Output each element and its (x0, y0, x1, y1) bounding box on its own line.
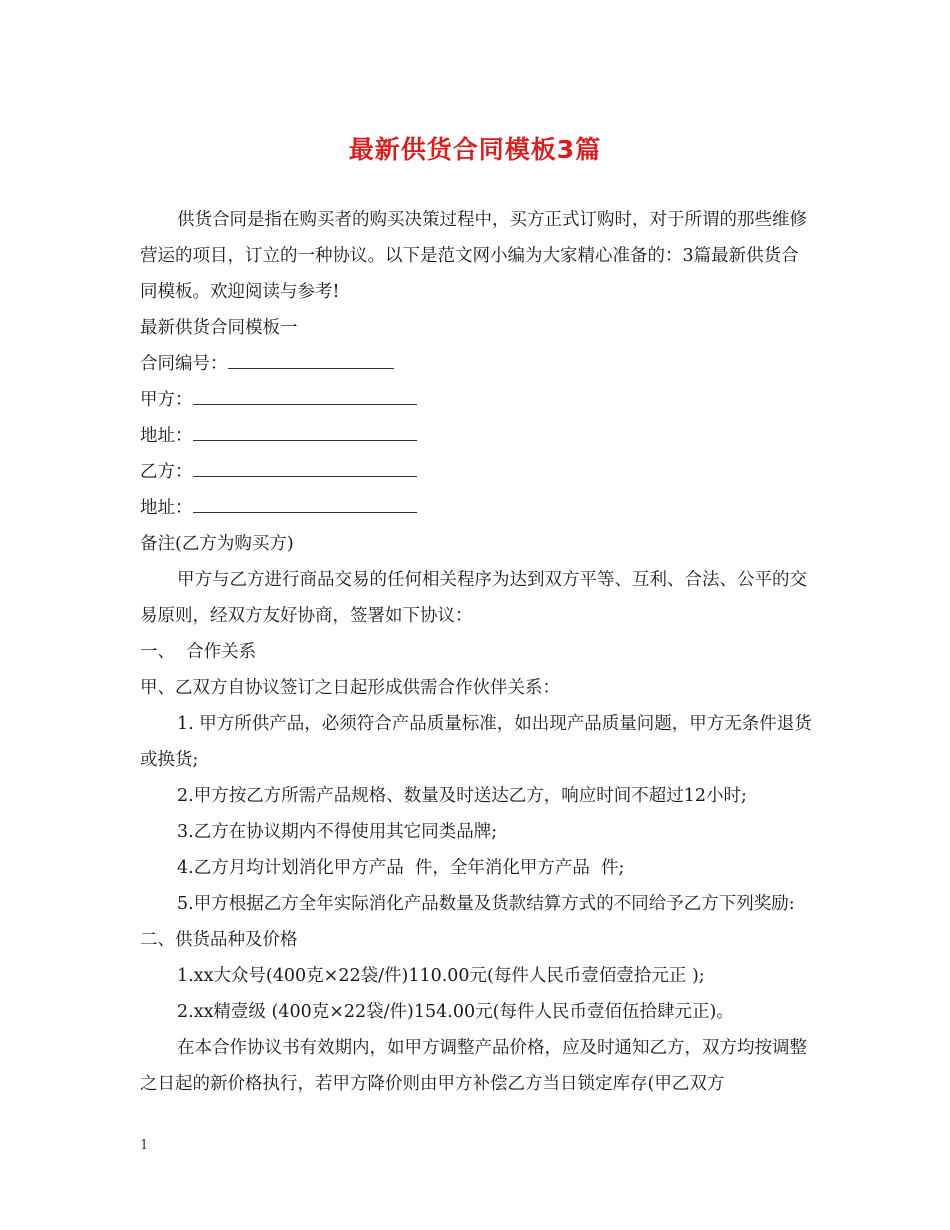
document-body (140, 202, 812, 1102)
party-a-label: 甲方： (140, 390, 193, 410)
party-b-blank (193, 462, 417, 477)
price-item: 1.xx大众号(400克×22袋/件)110.00元(每件人民币壹佰壹拾元正 ); (177, 966, 705, 986)
intro-paragraph: 供货合同是指在购买者的购买决策过程中，买方正式订购时，对于所谓的那些维修营运的项目，订立的一种协议。以下是范文网小编为大家精心准备的：3篇最新供货合同模板。欢迎阅读与参考! (140, 210, 807, 302)
heading-products-prices: 二、供货品种及价格 (140, 930, 298, 950)
address-b-line (140, 490, 812, 526)
party-b-line (140, 454, 812, 490)
address-a-label: 地址： (140, 426, 193, 446)
list-item: 1. 甲方所供产品，必须符合产品质量标准，如出现产品质量问题，甲方无条件退货或换货; (140, 714, 812, 770)
list-item: 4.乙方月均计划消化甲方产品 件，全年消化甲方产品 件; (177, 858, 625, 878)
party-a-line (140, 382, 812, 418)
party-b-label: 乙方： (140, 462, 193, 482)
relation-text: 甲、乙双方自协议签订之日起形成供需合作伙伴关系： (140, 678, 560, 698)
contract-number-label: 合同编号： (140, 354, 228, 374)
list-item: 5.甲方根据乙方全年实际消化产品数量及货款结算方式的不同给予乙方下列奖励: (177, 894, 795, 914)
section-title: 最新供货合同模板一 (140, 318, 298, 338)
heading-cooperation: 一、 合作关系 (140, 642, 257, 662)
contract-number-blank (228, 354, 394, 369)
party-a-blank (193, 390, 417, 405)
price-item: 2.xx精壹级 (400克×22袋/件)154.00元(每件人民币壹佰伍拾肆元正)。 (177, 1002, 734, 1022)
note-line: 备注(乙方为购买方) (140, 534, 294, 554)
document-title: 最新供货合同模板3篇 (348, 135, 602, 164)
agreement-intro: 甲方与乙方进行商品交易的任何相关程序为达到双方平等、互利、合法、公平的交易原则，经双方友好协商，签署如下协议： (140, 570, 807, 626)
contract-number-line (140, 346, 812, 382)
list-item: 3.乙方在协议期内不得使用其它同类品牌; (177, 822, 498, 842)
address-b-label: 地址： (140, 498, 193, 518)
address-b-blank (193, 498, 417, 513)
address-a-line (140, 418, 812, 454)
address-a-blank (193, 426, 417, 441)
price-adjust-paragraph: 在本合作协议书有效期内，如甲方调整产品价格，应及时通知乙方，双方均按调整之日起的新价格执行，若甲方降价则由甲方补偿乙方当日锁定库存(甲乙双方 (140, 1038, 807, 1094)
list-item: 2.甲方按乙方所需产品规格、数量及时送达乙方，响应时间不超过12小时; (177, 786, 747, 806)
page-number: 1 (140, 1138, 149, 1153)
